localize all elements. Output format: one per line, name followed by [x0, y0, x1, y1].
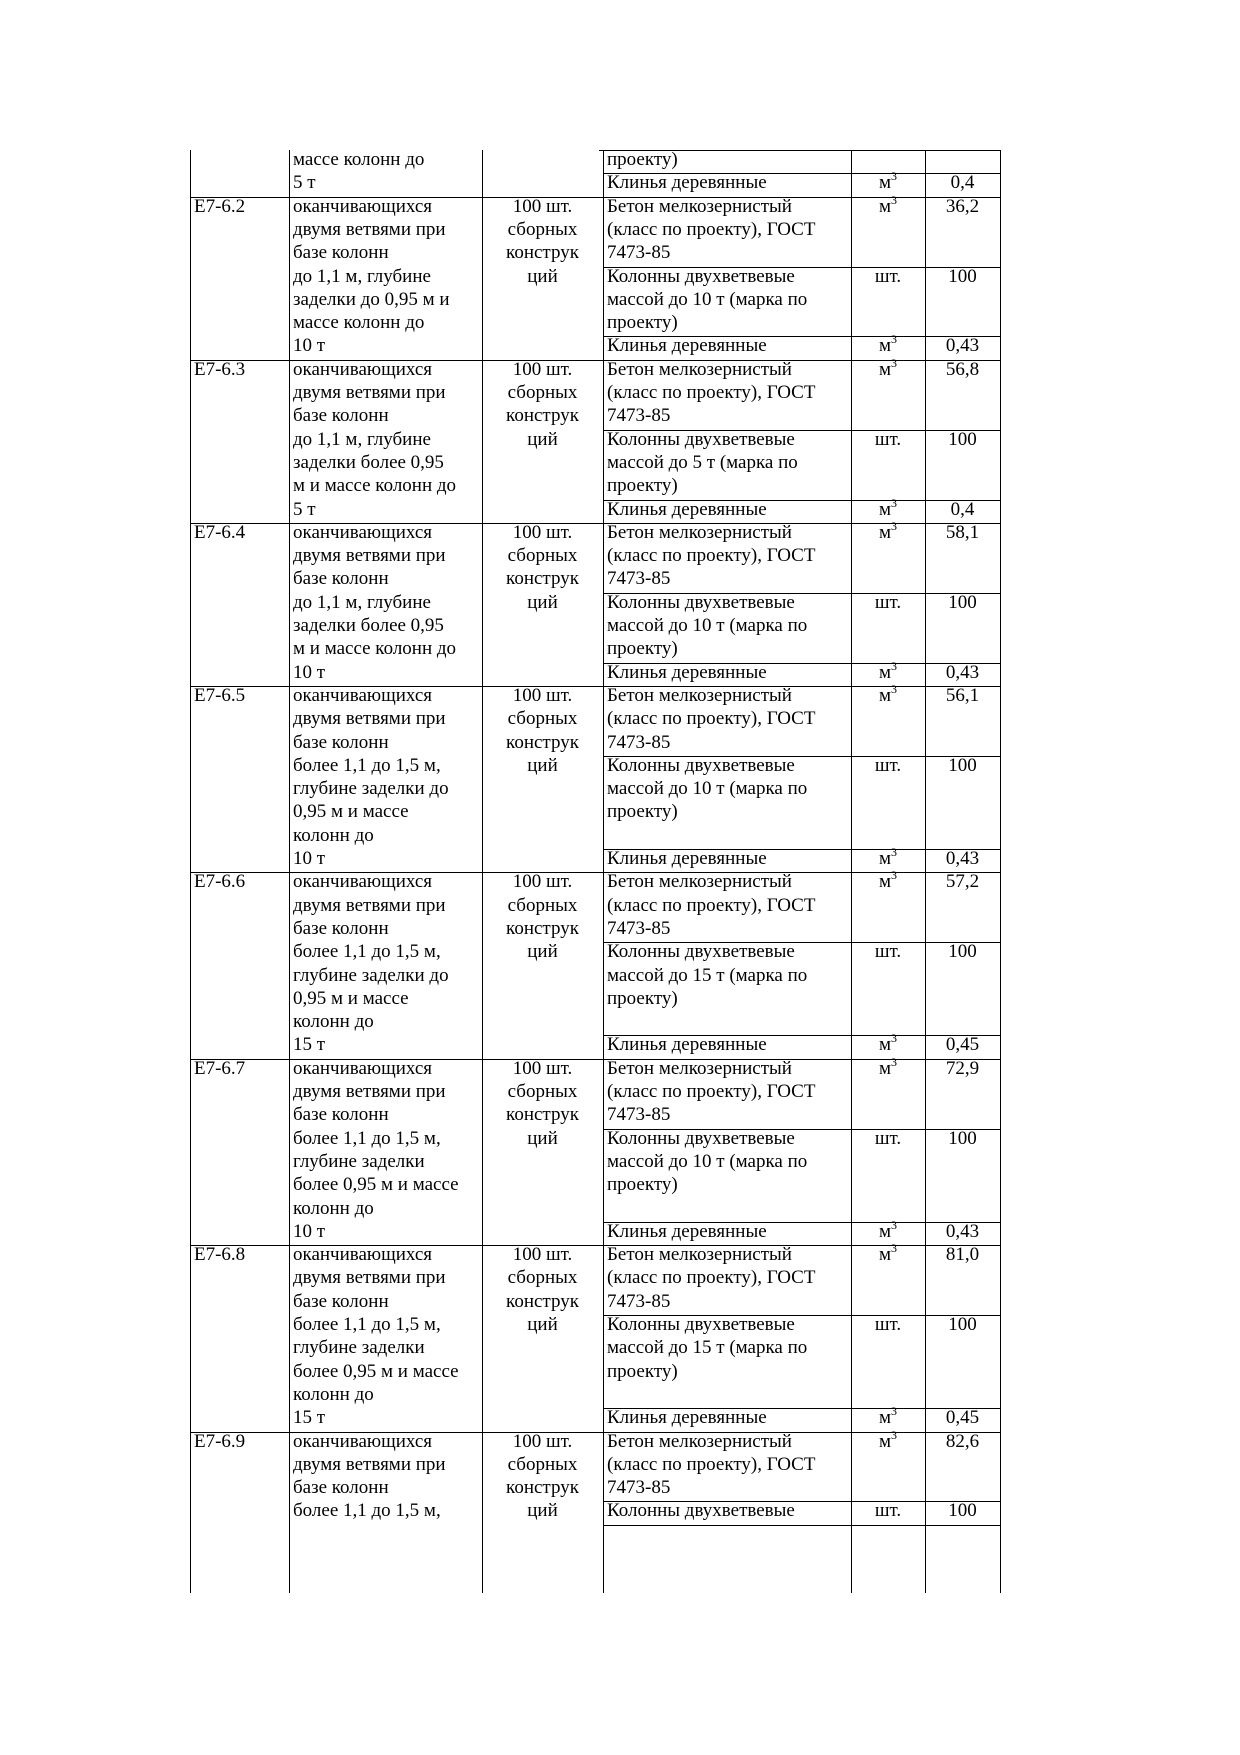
table-rule — [603, 1525, 1000, 1526]
material-quantity: 81,0 — [945, 1244, 980, 1266]
measurement-unit-line: ций — [527, 591, 558, 613]
material-unit-text: м — [878, 848, 892, 869]
material-unit-superscript: 3 — [891, 192, 898, 207]
rate-code: Е7-6.6 — [194, 871, 246, 893]
measurement-unit-line: 100 шт. — [512, 521, 573, 543]
material-name-line: Клинья деревянные — [607, 661, 767, 683]
description-line: базе колонн — [293, 405, 389, 427]
material-name-line: 7473-85 — [607, 1104, 671, 1126]
material-unit-text: шт. — [874, 941, 902, 963]
material-name-line: (класс по проекту), ГОСТ — [607, 894, 816, 916]
material-quantity: 36,2 — [945, 195, 980, 217]
material-unit-superscript: 3 — [891, 1241, 898, 1256]
description-line: массе колонн до — [293, 149, 425, 170]
material-name-line: проекту) — [607, 638, 678, 660]
measurement-unit-line: сборных — [507, 894, 578, 916]
material-quantity: 56,8 — [945, 358, 980, 380]
material-unit-superscript: 3 — [891, 1054, 898, 1069]
measurement-unit-line: конструк — [506, 731, 579, 753]
measurement-unit-line: конструк — [506, 1104, 579, 1126]
material-unit-text: шт. — [874, 1314, 902, 1335]
material-quantity: 0,43 — [945, 848, 980, 869]
description-line: до 1,1 м, глубине — [293, 265, 431, 287]
measurement-unit-line: 100 шт. — [512, 1430, 573, 1452]
description-line: двумя ветвями при — [293, 382, 446, 403]
material-unit-text: м — [878, 195, 892, 217]
material-name-line: Бетон мелкозернистый — [607, 1244, 792, 1266]
material-name-line: 7473-85 — [607, 1290, 671, 1312]
material-unit-text: м — [878, 1034, 892, 1056]
description-line: 10 т — [293, 661, 326, 683]
material-unit-superscript: 3 — [891, 868, 898, 883]
material-unit — [851, 334, 925, 359]
material-unit — [851, 1243, 925, 1268]
material-name-line: (класс по проекту), ГОСТ — [607, 218, 816, 240]
material-name-line: Колонны двухветвевые — [607, 591, 795, 613]
material-unit — [851, 495, 925, 523]
material-unit-superscript: 3 — [891, 681, 898, 696]
material-unit-text: шт. — [874, 1127, 902, 1149]
material-unit — [851, 1217, 925, 1245]
description-line: более 1,1 до 1,5 м, — [293, 1314, 441, 1335]
description-line: глубине заделки до — [293, 778, 449, 800]
material-name-line: (класс по проекту), ГОСТ — [607, 1453, 816, 1475]
material-name-line: Бетон мелкозернистый — [607, 358, 792, 380]
material-name-line: массой до 5 т (марка по — [607, 451, 798, 473]
description-line: двумя ветвями при — [293, 1081, 446, 1102]
material-quantity: 0,4 — [950, 172, 975, 194]
material-name-line: 7473-85 — [607, 405, 671, 427]
description-line: заделки до 0,95 м и — [293, 288, 450, 310]
material-name-line: проекту) — [607, 149, 678, 170]
measurement-unit-line: 100 шт. — [512, 871, 573, 893]
description-line: заделки более 0,95 — [293, 615, 444, 636]
description-line: колонн до — [293, 1197, 374, 1219]
measurement-unit-line: конструк — [506, 568, 579, 590]
rate-code: Е7-6.3 — [194, 358, 246, 380]
rate-code: Е7-6.5 — [194, 684, 246, 706]
material-name-line: 7473-85 — [607, 917, 671, 939]
material-unit — [851, 192, 925, 220]
material-unit-text: м — [878, 661, 892, 683]
material-quantity: 100 — [948, 591, 977, 613]
measurement-unit-line: конструк — [506, 917, 579, 939]
material-unit — [851, 1033, 925, 1058]
material-quantity: 0,43 — [945, 335, 980, 357]
material-name-line: проекту) — [607, 1174, 678, 1196]
material-quantity: 0,4 — [950, 498, 975, 520]
description-line: более 0,95 м и массе — [293, 1174, 459, 1196]
material-unit-text: м — [878, 1407, 892, 1429]
material-name-line: (класс по проекту), ГОСТ — [607, 708, 816, 730]
description-line: 0,95 м и массе — [293, 801, 409, 823]
measurement-unit-line: конструк — [506, 1477, 579, 1499]
material-name-line: массой до 15 т (марка по — [607, 964, 808, 986]
description-line: более 1,1 до 1,5 м, — [293, 941, 441, 963]
material-name-line: Клинья деревянные — [607, 172, 767, 194]
description-line: более 1,1 до 1,5 м, — [293, 1500, 441, 1522]
material-unit — [851, 754, 925, 777]
measurement-unit-line: ций — [527, 1127, 558, 1149]
rate-code: Е7-6.4 — [194, 521, 246, 543]
measurement-unit-line: сборных — [507, 545, 578, 567]
description-line: колонн до — [293, 1383, 374, 1405]
material-unit-text: м — [878, 871, 892, 893]
material-name-line: Колонны двухветвевые — [607, 428, 795, 450]
measurement-unit-line: 100 шт. — [512, 684, 573, 706]
measurement-unit-line: 100 шт. — [512, 195, 573, 217]
material-name-line: Колонны двухветвевые — [607, 941, 795, 963]
material-quantity: 100 — [948, 941, 977, 963]
measurement-unit-line: ций — [527, 265, 558, 287]
description-line: 10 т — [293, 1220, 326, 1242]
material-name-line: массой до 10 т (марка по — [607, 778, 808, 800]
material-name-line: 7473-85 — [607, 1477, 671, 1499]
material-name-line: Колонны двухветвевые — [607, 1314, 795, 1335]
material-unit — [851, 428, 925, 451]
description-line: оканчивающихся — [293, 1057, 433, 1079]
material-unit — [851, 1054, 925, 1082]
description-line: более 1,1 до 1,5 м, — [293, 754, 441, 776]
description-line: двумя ветвями при — [293, 708, 446, 730]
material-name-line: Колонны двухветвевые — [607, 754, 795, 776]
material-unit-superscript: 3 — [891, 518, 898, 533]
material-unit — [851, 681, 925, 709]
description-line: м и массе колонн до — [293, 475, 457, 497]
description-line: базе колонн — [293, 917, 389, 939]
material-unit — [851, 940, 925, 963]
measurement-unit-line: ций — [527, 1314, 558, 1335]
material-quantity: 100 — [948, 265, 977, 287]
material-name-line: 7473-85 — [607, 731, 671, 753]
material-name-line: (класс по проекту), ГОСТ — [607, 1081, 816, 1102]
column-rule — [1000, 150, 1001, 1593]
rate-code: Е7-6.7 — [194, 1057, 246, 1079]
description-line: двумя ветвями при — [293, 545, 446, 567]
description-line: более 1,1 до 1,5 м, — [293, 1127, 441, 1149]
material-name-line: Бетон мелкозернистый — [607, 195, 792, 217]
material-name-line: 7473-85 — [607, 242, 671, 264]
material-quantity: 100 — [948, 1127, 977, 1149]
material-name-line: массой до 10 т (марка по — [607, 615, 808, 636]
material-quantity: 0,43 — [945, 661, 980, 683]
description-line: м и массе колонн до — [293, 638, 457, 660]
material-quantity: 56,1 — [945, 684, 980, 706]
measurement-unit-line: ций — [527, 754, 558, 776]
material-unit-superscript: 3 — [891, 658, 898, 673]
measurement-unit-line: ций — [527, 941, 558, 963]
column-rule — [925, 150, 926, 1593]
description-line: оканчивающихся — [293, 358, 433, 380]
material-unit-text: м — [878, 521, 892, 543]
material-quantity: 57,2 — [945, 871, 980, 893]
material-unit — [851, 591, 925, 614]
material-quantity: 0,45 — [945, 1407, 980, 1429]
material-name-line: Колонны двухветвевые — [607, 265, 795, 287]
material-quantity: 100 — [948, 1314, 977, 1335]
measurement-unit-line: конструк — [506, 242, 579, 264]
description-line: 15 т — [293, 1034, 326, 1056]
description-line: 10 т — [293, 335, 326, 357]
material-unit — [851, 1499, 925, 1522]
description-line: оканчивающихся — [293, 521, 433, 543]
rate-code: Е7-6.2 — [194, 195, 246, 217]
material-quantity: 0,45 — [945, 1034, 980, 1056]
material-unit-superscript: 3 — [891, 332, 898, 347]
material-unit-superscript: 3 — [891, 495, 898, 510]
material-name-line: Клинья деревянные — [607, 1220, 767, 1242]
material-unit — [851, 1313, 925, 1336]
material-unit-text: шт. — [874, 1500, 902, 1522]
measurement-unit-line: сборных — [507, 382, 578, 403]
description-line: оканчивающихся — [293, 684, 433, 706]
measurement-unit-line: ций — [527, 1500, 558, 1522]
material-name-line: Колонны двухветвевые — [607, 1127, 795, 1149]
description-line: двумя ветвями при — [293, 1453, 446, 1475]
material-unit-text: м — [878, 1430, 892, 1452]
description-line: двумя ветвями при — [293, 894, 446, 916]
material-name-line: Бетон мелкозернистый — [607, 521, 792, 543]
material-unit-superscript: 3 — [891, 169, 898, 184]
material-quantity: 100 — [948, 1500, 977, 1522]
column-rule — [289, 150, 290, 1593]
description-line: базе колонн — [293, 1477, 389, 1499]
measurement-unit-line: сборных — [507, 708, 578, 730]
material-unit-superscript: 3 — [891, 355, 898, 370]
material-unit — [851, 1127, 925, 1150]
material-name-line: массой до 15 т (марка по — [607, 1337, 808, 1359]
material-name-line: (класс по проекту), ГОСТ — [607, 545, 816, 567]
description-line: глубине заделки до — [293, 964, 449, 986]
material-quantity: 72,9 — [945, 1057, 980, 1079]
material-name-line: массой до 10 т (марка по — [607, 1150, 808, 1172]
material-unit — [851, 355, 925, 383]
column-rule — [603, 150, 604, 1593]
description-line: базе колонн — [293, 731, 389, 753]
material-quantity: 100 — [948, 754, 977, 776]
material-unit-superscript: 3 — [891, 1031, 898, 1046]
material-unit-text: м — [878, 358, 892, 380]
material-name-line: проекту) — [607, 801, 678, 823]
material-unit-text: шт. — [874, 754, 902, 776]
material-unit — [851, 1427, 925, 1455]
description-line: оканчивающихся — [293, 1430, 433, 1452]
material-name-line: Бетон мелкозернистый — [607, 871, 792, 893]
material-quantity: 58,1 — [945, 521, 980, 543]
description-line: глубине заделки — [293, 1337, 425, 1359]
description-line: базе колонн — [293, 1290, 389, 1312]
material-unit — [851, 870, 925, 895]
description-line: оканчивающихся — [293, 871, 433, 893]
material-quantity: 0,43 — [945, 1220, 980, 1242]
description-line: оканчивающихся — [293, 195, 433, 217]
measurement-unit-line: 100 шт. — [512, 358, 573, 380]
description-line: двумя ветвями при — [293, 1267, 446, 1289]
material-name-line: Клинья деревянные — [607, 498, 767, 520]
material-unit-text: м — [878, 1244, 892, 1266]
description-line: двумя ветвями при — [293, 218, 446, 240]
measurement-unit-line: сборных — [507, 218, 578, 240]
description-line: 0,95 м и массе — [293, 987, 409, 1009]
material-name-line: Колонны двухветвевые — [607, 1500, 795, 1522]
description-line: заделки более 0,95 — [293, 451, 444, 473]
material-name-line: Бетон мелкозернистый — [607, 684, 792, 706]
measurement-unit-line: ций — [527, 428, 558, 450]
material-unit-superscript: 3 — [891, 1404, 898, 1419]
material-unit-text: м — [878, 172, 892, 194]
description-line: массе колонн до — [293, 312, 425, 334]
measurement-unit-line: конструк — [506, 405, 579, 427]
material-name-line: проекту) — [607, 312, 678, 334]
column-rule — [482, 150, 483, 1593]
material-quantity: 82,6 — [945, 1430, 980, 1452]
material-unit — [851, 171, 925, 196]
material-name-line: массой до 10 т (марка по — [607, 288, 808, 310]
material-unit-text: м — [878, 1057, 892, 1079]
description-line: колонн до — [293, 1011, 374, 1033]
material-name-line: Бетон мелкозернистый — [607, 1430, 792, 1452]
material-unit-superscript: 3 — [891, 1427, 898, 1442]
description-line: глубине заделки — [293, 1150, 425, 1172]
description-line: базе колонн — [293, 568, 389, 590]
material-unit-superscript: 3 — [891, 1217, 898, 1232]
material-unit-superscript: 3 — [891, 845, 898, 859]
measurement-unit-line: конструк — [506, 1290, 579, 1312]
description-line: 5 т — [293, 172, 316, 194]
material-quantity: 100 — [948, 428, 977, 450]
material-unit-text: шт. — [874, 591, 902, 613]
material-name-line: Бетон мелкозернистый — [607, 1057, 792, 1079]
material-name-line: Клинья деревянные — [607, 1034, 767, 1056]
description-line: до 1,1 м, глубине — [293, 428, 431, 450]
material-name-line: (класс по проекту), ГОСТ — [607, 1267, 816, 1289]
material-name-line: (класс по проекту), ГОСТ — [607, 382, 816, 403]
column-rule — [851, 150, 852, 1593]
measurement-unit-line: сборных — [507, 1453, 578, 1475]
description-line: базе колонн — [293, 242, 389, 264]
material-unit-text: шт. — [874, 265, 902, 287]
material-name-line: 7473-85 — [607, 568, 671, 590]
description-line: более 0,95 м и массе — [293, 1360, 459, 1382]
material-unit — [851, 265, 925, 288]
material-unit-text: шт. — [874, 428, 902, 450]
material-unit-text: м — [878, 335, 892, 357]
material-unit — [851, 1406, 925, 1431]
material-unit-text: м — [878, 684, 892, 706]
material-name-line: Клинья деревянные — [607, 335, 767, 357]
rate-code: Е7-6.9 — [194, 1430, 246, 1452]
measurement-unit-line: 100 шт. — [512, 1057, 573, 1079]
material-unit — [851, 658, 925, 686]
description-line: оканчивающихся — [293, 1244, 433, 1266]
material-name-line: проекту) — [607, 475, 678, 497]
measurement-unit-line: 100 шт. — [512, 1244, 573, 1266]
material-unit-text: м — [878, 498, 892, 520]
description-line: до 1,1 м, глубине — [293, 591, 431, 613]
rate-code: Е7-6.8 — [194, 1244, 246, 1266]
material-name-line: Клинья деревянные — [607, 1407, 767, 1429]
material-unit — [851, 518, 925, 546]
material-unit — [851, 847, 925, 872]
description-line: базе колонн — [293, 1104, 389, 1126]
description-line: 10 т — [293, 848, 326, 869]
material-name-line: проекту) — [607, 1360, 678, 1382]
description-line: 5 т — [293, 498, 316, 520]
measurement-unit-line: сборных — [507, 1267, 578, 1289]
material-unit-text: м — [878, 1220, 892, 1242]
description-line: колонн до — [293, 824, 374, 846]
description-line: 15 т — [293, 1407, 326, 1429]
measurement-unit-line: сборных — [507, 1081, 578, 1102]
material-name-line: проекту) — [607, 987, 678, 1009]
material-name-line: Клинья деревянные — [607, 848, 767, 869]
column-rule — [190, 150, 191, 1593]
